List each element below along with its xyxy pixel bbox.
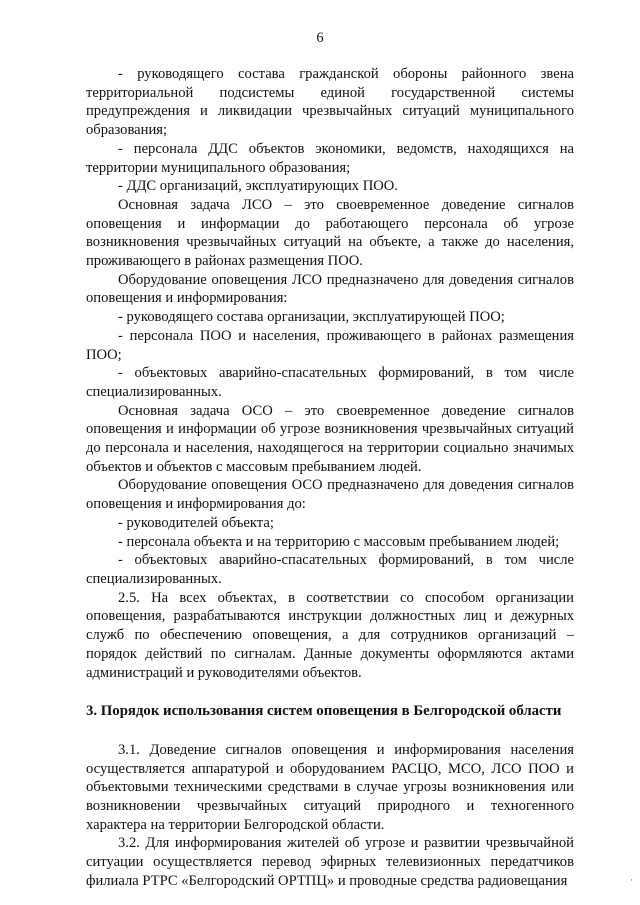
- paragraph: - персонала ПОО и населения, проживающего в районах размещения ПОО;: [86, 327, 574, 363]
- paragraph: Основная задача ОСО – это своевременное доведение сигналов оповещения и информации об угрозе возникновения чрезвычайных ситуаций до персонала и населения, находящегося на территории социально значимых объектов и объектов с массовым пребыванием людей.: [86, 402, 574, 475]
- paragraph: Основная задача ЛСО – это своевременное доведение сигналов оповещения и информации до работающего персонала об угрозе возникновения чрезвычайных ситуаций на объекте, а также до населения, проживающего в районах размещения ПОО.: [86, 196, 574, 270]
- document-body: [86, 65, 574, 891]
- paragraph: 3.2. Для информирования жителей об угрозе и развитии чрезвычайной ситуации осуществляется перевод эфирных телевизионных передатчиков филиала РТРС «Белгородский ОРТПЦ» и проводные средства радиовещания: [86, 835, 574, 889]
- paragraph: - персонала ДДС объектов экономики, ведомств, находящихся на территории муниципального образования;: [86, 140, 574, 176]
- paragraph: - объектовых аварийно-спасательных формирований, в том числе специализированных.: [86, 365, 574, 400]
- paragraph: - руководителей объекта;: [118, 514, 274, 531]
- paragraph: - руководящего состава организации, эксплуатирующей ПОО;: [118, 309, 505, 326]
- paragraph: - ДДС организаций, эксплуатирующих ПОО.: [118, 178, 398, 195]
- paragraph: Оборудование оповещения ОСО предназначено для доведения сигналов оповещения и информирования до:: [86, 477, 574, 513]
- paragraph: - персонала объекта и на территорию с массовым пребыванием людей;: [118, 533, 560, 550]
- scan-artifact: ·: [630, 875, 633, 885]
- paragraph: - руководящего состава гражданской обороны районного звена территориальной подсистемы единой государственной системы предупреждения и ликвидации чрезвычайных ситуаций муниципального образования;: [86, 66, 574, 139]
- paragraph: 3.1. Доведение сигналов оповещения и информирования населения осуществляется аппаратурой и оборудованием РАСЦО, МСО, ЛСО ПОО и объектовыми техническими средствами в случае угрозы возникновения или возникновении чрезвычайных ситуаций природного и техногенного характера на территории Белгородской области.: [86, 741, 574, 833]
- section-heading: 3. Порядок использования систем оповещения в Белгородской области: [86, 703, 562, 720]
- paragraph: 2.5. На всех объектах, в соответствии со способом организации оповещения, разрабатываются инструкции должностных лиц и дежурных служб по обеспечению оповещения, а для сотрудников организаций – порядок действий по сигналам. Данные документы оформляются актами администраций и руководителями объектов.: [86, 589, 574, 681]
- paragraph: - объектовых аварийно-спасательных формирований, в том числе специализированных.: [86, 552, 574, 587]
- paragraph: Оборудование оповещения ЛСО предназначено для доведения сигналов оповещения и информирования:: [86, 271, 574, 307]
- page-number: 6: [316, 30, 324, 46]
